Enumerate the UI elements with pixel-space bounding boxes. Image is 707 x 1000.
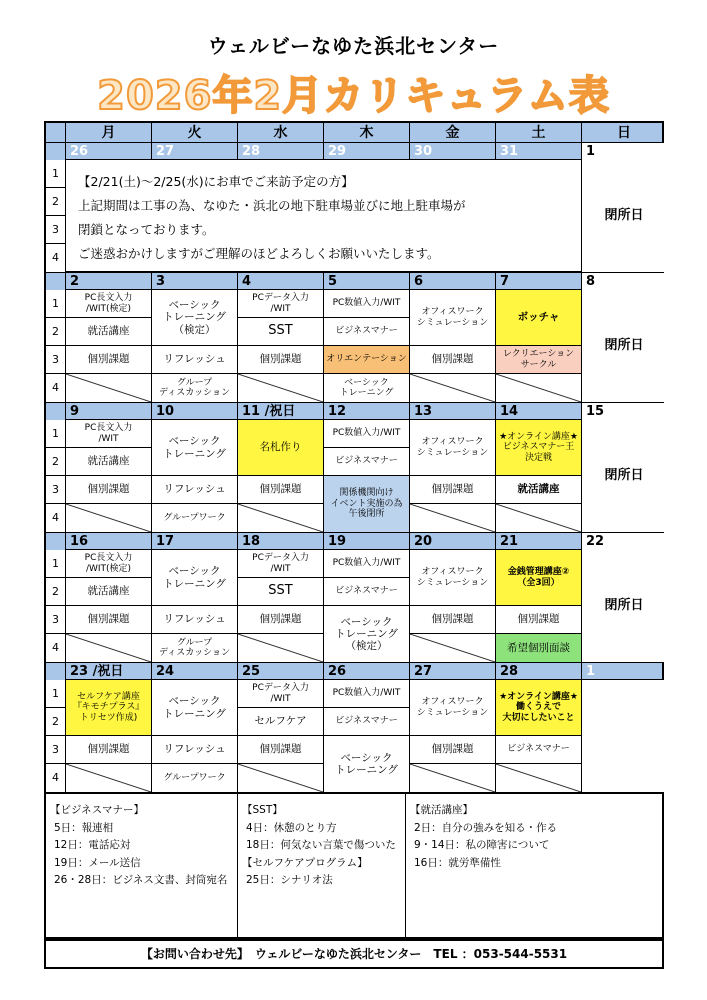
weekday-thu: 木 xyxy=(324,123,410,143)
date-row xyxy=(46,663,662,680)
date-row xyxy=(46,403,662,420)
session-cell: PC数値入力/WIT xyxy=(324,290,410,318)
slot-grid xyxy=(46,160,662,272)
date-blank xyxy=(46,533,66,550)
date-mon: 2 xyxy=(66,273,152,290)
notice-heading: 【2/21(土)～2/25(水)にお車でご来訪予定の方】 xyxy=(78,174,354,189)
slot-number: 1 xyxy=(46,550,66,578)
curriculum-calendar xyxy=(44,121,664,794)
weekday-fri: 金 xyxy=(410,123,496,143)
slot-number: 2 xyxy=(46,188,66,216)
session-cell: PCデータ入力 /WIT xyxy=(238,290,324,318)
session-cell: 個別課題 xyxy=(410,606,496,634)
empty-slot xyxy=(66,764,152,792)
session-cell: オフィスワーク シミュレーション xyxy=(410,290,496,346)
session-cell: 希望個別面談 xyxy=(496,634,582,662)
session-cell: セルフケア講座 『キモチプラス』 トリセツ作成) xyxy=(66,680,152,736)
session-cell: 個別課題 xyxy=(238,606,324,634)
date-sat: 7 xyxy=(496,273,582,290)
slot-number: 4 xyxy=(46,244,66,272)
program-legend xyxy=(44,794,664,939)
session-cell: リフレッシュ xyxy=(152,476,238,504)
closed-day: 閉所日 xyxy=(582,160,666,272)
slot-number: 1 xyxy=(46,160,66,188)
slot-number: 2 xyxy=(46,448,66,476)
date-sun: 1 xyxy=(586,664,596,679)
slot-number: 4 xyxy=(46,764,66,792)
notice-text: 閉鎖となっております。 xyxy=(78,222,215,237)
date-thu: 26 xyxy=(324,663,410,680)
date-sat: 21 xyxy=(496,533,582,550)
session-cell: PC長文入力 /WIT xyxy=(66,420,152,448)
legend-item: 25日：シナリオ法 xyxy=(246,874,333,886)
date-sat: 14 xyxy=(496,403,582,420)
week-3 xyxy=(46,403,662,533)
legend-item: 19日：メール送信 xyxy=(54,856,141,869)
session-cell: 個別課題 xyxy=(66,476,152,504)
weekday-wed: 水 xyxy=(238,123,324,143)
date-wed: 11 /祝日 xyxy=(238,403,324,420)
session-cell: 就活講座 xyxy=(66,448,152,476)
empty-slot xyxy=(410,374,496,402)
session-cell: ビジネスマナー xyxy=(324,578,410,606)
week-2 xyxy=(46,273,662,403)
date-row xyxy=(46,143,662,160)
empty-slot xyxy=(410,504,496,532)
empty-slot xyxy=(66,374,152,402)
date-tue: 27 xyxy=(152,143,238,160)
slot-number: 4 xyxy=(46,374,66,402)
weekday-sat: 土 xyxy=(496,123,582,143)
session-cell: ベーシック トレーニング xyxy=(152,420,238,476)
legend-heading: 【就活講座】 xyxy=(410,804,473,816)
slot-number: 2 xyxy=(46,578,66,606)
weekday-tue: 火 xyxy=(152,123,238,143)
session-cell: ★オンライン講座★ 働くうえで 大切にしたいこと xyxy=(496,680,582,736)
notice-text: 上記期間は工事の為、なゆた・浜北の地下駐車場並びに地上駐車場が xyxy=(78,198,466,213)
slot-number: 3 xyxy=(46,216,66,244)
empty-slot xyxy=(238,374,324,402)
session-cell: オフィスワーク シミュレーション xyxy=(410,680,496,736)
empty-slot xyxy=(496,504,582,532)
contact-info: 【お問い合わせ先】 ウェルビーなゆた浜北センター TEL ：053-544-5531 xyxy=(44,939,664,969)
slot-number: 3 xyxy=(46,606,66,634)
closed-day: 閉所日 xyxy=(582,290,666,402)
session-cell: セルフケア xyxy=(238,708,324,736)
week-1 xyxy=(46,143,662,273)
date-thu: 5 xyxy=(324,273,410,290)
week-4 xyxy=(46,533,662,663)
empty-slot xyxy=(66,634,152,662)
session-cell: リフレッシュ xyxy=(152,736,238,764)
session-cell: ビジネスマナー xyxy=(496,736,582,764)
date-blank xyxy=(46,143,66,160)
week-5 xyxy=(46,663,662,792)
session-cell: ベーシック トレーニング （検定） xyxy=(324,606,410,662)
session-cell: ★オンライン講座★ ビジネスマナー王 決定戦 xyxy=(496,420,582,476)
date-sat: 28 xyxy=(496,663,582,680)
date-thu: 19 xyxy=(324,533,410,550)
session-cell: 個別課題 xyxy=(410,476,496,504)
session-cell: グループワーク xyxy=(152,764,238,792)
session-cell: PC長文入力 /WIT(検定) xyxy=(66,290,152,318)
slot-number: 4 xyxy=(46,504,66,532)
session-cell: ビジネスマナー xyxy=(324,708,410,736)
session-cell: PC数値入力/WIT xyxy=(324,550,410,578)
session-cell: 金銭管理講座② （全3回） xyxy=(496,550,582,606)
legend-item: 18日：何気ない言葉で傷ついた xyxy=(246,839,396,851)
closure-notice-cell: 関係機関向け イベント実施の為 午後閉所 xyxy=(324,476,410,532)
session-cell: ボッチャ xyxy=(496,290,582,346)
session-cell: ベーシック トレーニング xyxy=(152,680,238,736)
session-cell: ビジネスマナー xyxy=(324,318,410,346)
closed-day: 閉所日 xyxy=(582,550,666,662)
weekday-mon: 月 xyxy=(66,123,152,143)
slot-number: 3 xyxy=(46,346,66,374)
slot-number: 4 xyxy=(46,634,66,662)
center-name: ウェルビーなゆた浜北センター xyxy=(207,34,500,58)
session-cell: リフレッシュ xyxy=(152,606,238,634)
session-cell: 個別課題 xyxy=(238,476,324,504)
empty-slot xyxy=(238,504,324,532)
date-wed: 18 xyxy=(238,533,324,550)
legend-item: 4日：休憩のとり方 xyxy=(246,821,337,834)
date-wed: 4 xyxy=(238,273,324,290)
date-mon: 23 /祝日 xyxy=(66,663,152,680)
session-cell: PCデータ入力 /WIT xyxy=(238,550,324,578)
date-mon: 9 xyxy=(66,403,152,420)
empty-slot xyxy=(496,374,582,402)
slot-number: 2 xyxy=(46,318,66,346)
session-cell: SST xyxy=(238,318,324,346)
empty-slot xyxy=(410,634,496,662)
slot-number: 1 xyxy=(46,420,66,448)
slot-grid xyxy=(46,420,662,532)
date-sat: 31 xyxy=(496,143,582,160)
session-cell: 個別課題 xyxy=(238,346,324,374)
date-tue: 3 xyxy=(152,273,238,290)
legend-job-hunting xyxy=(406,794,662,937)
slot-number: 3 xyxy=(46,736,66,764)
session-cell: 個別課題 xyxy=(410,346,496,374)
date-fri: 30 xyxy=(410,143,496,160)
date-wed: 25 xyxy=(238,663,324,680)
session-cell: 個別課題 xyxy=(66,606,152,634)
weekday-sun: 日 xyxy=(617,125,631,141)
session-cell: グループ ディスカッション xyxy=(152,634,238,662)
slot-grid xyxy=(46,680,662,792)
date-fri: 20 xyxy=(410,533,496,550)
date-tue: 17 xyxy=(152,533,238,550)
empty-slot xyxy=(410,764,496,792)
date-tue: 10 xyxy=(152,403,238,420)
session-cell: PC数値入力/WIT xyxy=(324,420,410,448)
session-cell: 個別課題 xyxy=(410,736,496,764)
session-cell: 個別課題 xyxy=(496,606,582,634)
session-cell: 就活講座 xyxy=(66,318,152,346)
session-cell: 就活講座 xyxy=(496,476,582,504)
date-thu: 29 xyxy=(324,143,410,160)
weekday-blank xyxy=(46,123,66,143)
session-cell: PCデータ入力 /WIT xyxy=(238,680,324,708)
session-cell: ベーシック トレーニング xyxy=(324,736,410,792)
session-cell: 名札作り xyxy=(238,420,324,476)
date-blank xyxy=(46,273,66,290)
legend-item: 9・14日：私の障害について xyxy=(414,839,550,851)
slot-grid xyxy=(46,550,662,662)
date-sun: 15 xyxy=(582,403,666,420)
session-cell: ベーシック トレーニング xyxy=(324,374,410,402)
sunday-blank xyxy=(582,680,666,792)
weekday-header-row xyxy=(46,123,662,143)
session-cell: ベーシック トレーニング xyxy=(152,550,238,606)
slot-grid xyxy=(46,290,662,402)
session-cell: ビジネスマナー xyxy=(324,448,410,476)
date-fri: 6 xyxy=(410,273,496,290)
date-fri: 27 xyxy=(410,663,496,680)
legend-sst xyxy=(238,794,406,937)
session-cell: 就活講座 xyxy=(66,578,152,606)
session-cell: レクリエーション サークル xyxy=(496,346,582,374)
closed-day: 閉所日 xyxy=(582,420,666,532)
date-sun: 1 xyxy=(582,143,666,160)
session-cell: オリエンテーション xyxy=(324,346,410,374)
date-row xyxy=(46,533,662,550)
session-cell: PC数値入力/WIT xyxy=(324,680,410,708)
date-fri: 13 xyxy=(410,403,496,420)
session-cell: グループ ディスカッション xyxy=(152,374,238,402)
session-cell: オフィスワーク シミュレーション xyxy=(410,420,496,476)
legend-item: 12日：電話応対 xyxy=(54,839,131,851)
date-row xyxy=(46,273,662,290)
session-cell: PC長文入力 /WIT(検定) xyxy=(66,550,152,578)
date-mon: 26 xyxy=(66,143,152,160)
legend-item: 26・28日：ビジネス文書、封筒宛名 xyxy=(54,874,228,886)
session-cell: 個別課題 xyxy=(66,346,152,374)
session-cell: グループワーク xyxy=(152,504,238,532)
session-cell: 個別課題 xyxy=(238,736,324,764)
date-blank xyxy=(46,663,66,680)
legend-item: 2日：自分の強みを知る・作る xyxy=(414,821,558,834)
date-sun: 22 xyxy=(582,533,666,550)
session-cell: リフレッシュ xyxy=(152,346,238,374)
date-tue: 24 xyxy=(152,663,238,680)
slot-number: 2 xyxy=(46,708,66,736)
date-sun: 8 xyxy=(582,273,666,290)
date-wed: 28 xyxy=(238,143,324,160)
legend-heading: 【SST】 xyxy=(242,804,283,816)
session-cell: SST xyxy=(238,578,324,606)
notice-text: ご迷惑おかけしますがご理解のほどよろしくお願いいたします。 xyxy=(78,246,440,261)
empty-slot xyxy=(496,764,582,792)
session-cell: 個別課題 xyxy=(66,736,152,764)
parking-notice xyxy=(66,160,582,272)
empty-slot xyxy=(238,634,324,662)
session-cell: ベーシック トレーニング （検定） xyxy=(152,290,238,346)
date-mon: 16 xyxy=(66,533,152,550)
empty-slot xyxy=(66,504,152,532)
slot-number: 3 xyxy=(46,476,66,504)
legend-business-manner xyxy=(46,794,238,937)
date-blank xyxy=(46,403,66,420)
slot-number: 1 xyxy=(46,680,66,708)
legend-heading: 【ビジネスマナー】 xyxy=(50,804,144,816)
date-thu: 12 xyxy=(324,403,410,420)
page-title: 2026年2月カリキュラム表 xyxy=(97,73,610,119)
legend-item: 16日：就労準備性 xyxy=(414,856,501,869)
legend-item: 5日：報連相 xyxy=(54,821,114,834)
session-cell: オフィスワーク シミュレーション xyxy=(410,550,496,606)
legend-heading: 【セルフケアプログラム】 xyxy=(242,856,368,869)
slot-number: 1 xyxy=(46,290,66,318)
empty-slot xyxy=(238,764,324,792)
